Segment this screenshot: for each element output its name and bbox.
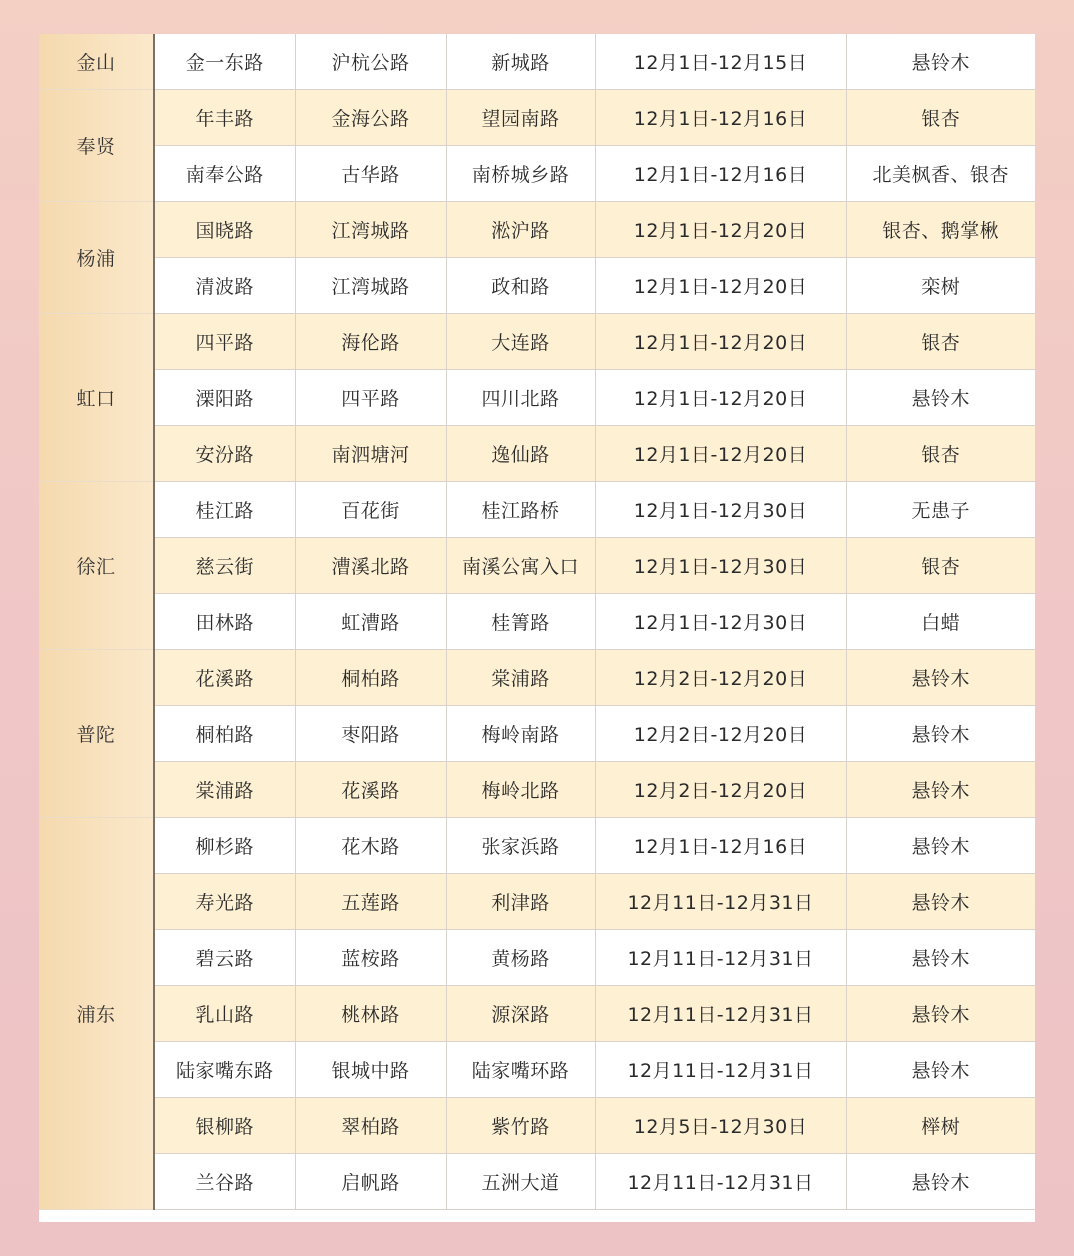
end-point-cell: 淞沪路 xyxy=(446,202,595,258)
start-point-cell: 沪杭公路 xyxy=(295,34,446,90)
end-point-cell: 大连路 xyxy=(446,314,595,370)
tree-species-cell: 悬铃木 xyxy=(846,874,1035,930)
tree-species-cell: 悬铃木 xyxy=(846,370,1035,426)
tree-species-cell: 悬铃木 xyxy=(846,762,1035,818)
table-row xyxy=(39,370,1035,426)
table-row xyxy=(39,986,1035,1042)
tree-species-cell: 银杏 xyxy=(846,314,1035,370)
start-point-cell: 金海公路 xyxy=(295,90,446,146)
date-range-cell: 12月1日-12月30日 xyxy=(595,482,846,538)
end-point-cell: 四川北路 xyxy=(446,370,595,426)
start-point-cell: 江湾城路 xyxy=(295,258,446,314)
district-cell: 虹口 xyxy=(39,314,154,482)
tree-species-cell: 栾树 xyxy=(846,258,1035,314)
end-point-cell: 源深路 xyxy=(446,986,595,1042)
date-range-cell: 12月1日-12月16日 xyxy=(595,146,846,202)
tree-species-cell: 悬铃木 xyxy=(846,986,1035,1042)
road-name-cell: 桐柏路 xyxy=(154,706,295,762)
date-range-cell: 12月1日-12月16日 xyxy=(595,818,846,874)
start-point-cell: 桃林路 xyxy=(295,986,446,1042)
road-name-cell: 慈云街 xyxy=(154,538,295,594)
start-point-cell: 翠柏路 xyxy=(295,1098,446,1154)
start-point-cell: 蓝桉路 xyxy=(295,930,446,986)
road-name-cell: 桂江路 xyxy=(154,482,295,538)
tree-species-cell: 银杏 xyxy=(846,538,1035,594)
district-cell: 杨浦 xyxy=(39,202,154,314)
table-row xyxy=(39,146,1035,202)
date-range-cell: 12月11日-12月31日 xyxy=(595,1154,846,1210)
start-point-cell: 百花街 xyxy=(295,482,446,538)
end-point-cell: 五洲大道 xyxy=(446,1154,595,1210)
end-point-cell: 紫竹路 xyxy=(446,1098,595,1154)
road-name-cell: 田林路 xyxy=(154,594,295,650)
table-row xyxy=(39,650,1035,706)
table-row xyxy=(39,90,1035,146)
start-point-cell: 银城中路 xyxy=(295,1042,446,1098)
date-range-cell: 12月2日-12月20日 xyxy=(595,706,846,762)
district-cell: 徐汇 xyxy=(39,482,154,650)
table-row xyxy=(39,314,1035,370)
district-cell: 奉贤 xyxy=(39,90,154,202)
tree-species-cell: 悬铃木 xyxy=(846,930,1035,986)
end-point-cell: 新城路 xyxy=(446,34,595,90)
table-row xyxy=(39,762,1035,818)
table-row xyxy=(39,426,1035,482)
start-point-cell: 南泗塘河 xyxy=(295,426,446,482)
date-range-cell: 12月11日-12月31日 xyxy=(595,986,846,1042)
date-range-cell: 12月1日-12月16日 xyxy=(595,90,846,146)
road-name-cell: 年丰路 xyxy=(154,90,295,146)
road-name-cell: 银柳路 xyxy=(154,1098,295,1154)
date-range-cell: 12月1日-12月20日 xyxy=(595,314,846,370)
end-point-cell: 南桥城乡路 xyxy=(446,146,595,202)
start-point-cell: 五莲路 xyxy=(295,874,446,930)
road-name-cell: 溧阳路 xyxy=(154,370,295,426)
table-row xyxy=(39,594,1035,650)
date-range-cell: 12月2日-12月20日 xyxy=(595,762,846,818)
end-point-cell: 桂箐路 xyxy=(446,594,595,650)
start-point-cell: 花木路 xyxy=(295,818,446,874)
tree-species-cell: 白蜡 xyxy=(846,594,1035,650)
start-point-cell: 枣阳路 xyxy=(295,706,446,762)
start-point-cell: 海伦路 xyxy=(295,314,446,370)
table-row xyxy=(39,34,1035,90)
end-point-cell: 利津路 xyxy=(446,874,595,930)
table-row xyxy=(39,258,1035,314)
road-name-cell: 柳杉路 xyxy=(154,818,295,874)
table-row xyxy=(39,1098,1035,1154)
start-point-cell: 古华路 xyxy=(295,146,446,202)
end-point-cell: 望园南路 xyxy=(446,90,595,146)
date-range-cell: 12月11日-12月31日 xyxy=(595,874,846,930)
road-name-cell: 南奉公路 xyxy=(154,146,295,202)
start-point-cell: 四平路 xyxy=(295,370,446,426)
start-point-cell: 启帆路 xyxy=(295,1154,446,1210)
road-name-cell: 寿光路 xyxy=(154,874,295,930)
route-table-body xyxy=(39,34,1035,1210)
table-row xyxy=(39,706,1035,762)
tree-species-cell: 银杏 xyxy=(846,90,1035,146)
tree-species-cell: 银杏 xyxy=(846,426,1035,482)
end-point-cell: 张家浜路 xyxy=(446,818,595,874)
date-range-cell: 12月5日-12月30日 xyxy=(595,1098,846,1154)
district-cell: 金山 xyxy=(39,34,154,90)
tree-species-cell: 悬铃木 xyxy=(846,1154,1035,1210)
district-cell: 浦东 xyxy=(39,818,154,1210)
end-point-cell: 黄杨路 xyxy=(446,930,595,986)
date-range-cell: 12月1日-12月20日 xyxy=(595,202,846,258)
road-name-cell: 棠浦路 xyxy=(154,762,295,818)
table-row xyxy=(39,874,1035,930)
table-row xyxy=(39,1154,1035,1210)
start-point-cell: 花溪路 xyxy=(295,762,446,818)
date-range-cell: 12月1日-12月20日 xyxy=(595,370,846,426)
date-range-cell: 12月11日-12月31日 xyxy=(595,1042,846,1098)
tree-species-cell: 悬铃木 xyxy=(846,818,1035,874)
start-point-cell: 江湾城路 xyxy=(295,202,446,258)
table-row xyxy=(39,818,1035,874)
road-name-cell: 四平路 xyxy=(154,314,295,370)
date-range-cell: 12月1日-12月30日 xyxy=(595,538,846,594)
tree-species-cell: 悬铃木 xyxy=(846,1042,1035,1098)
road-name-cell: 花溪路 xyxy=(154,650,295,706)
road-name-cell: 乳山路 xyxy=(154,986,295,1042)
route-table xyxy=(39,34,1035,1210)
date-range-cell: 12月1日-12月20日 xyxy=(595,258,846,314)
district-cell: 普陀 xyxy=(39,650,154,818)
road-name-cell: 碧云路 xyxy=(154,930,295,986)
road-name-cell: 国晓路 xyxy=(154,202,295,258)
end-point-cell: 逸仙路 xyxy=(446,426,595,482)
start-point-cell: 虹漕路 xyxy=(295,594,446,650)
date-range-cell: 12月1日-12月30日 xyxy=(595,594,846,650)
table-row xyxy=(39,482,1035,538)
table-row xyxy=(39,538,1035,594)
end-point-cell: 桂江路桥 xyxy=(446,482,595,538)
road-name-cell: 金一东路 xyxy=(154,34,295,90)
tree-species-cell: 无患子 xyxy=(846,482,1035,538)
date-range-cell: 12月1日-12月20日 xyxy=(595,426,846,482)
end-point-cell: 陆家嘴环路 xyxy=(446,1042,595,1098)
end-point-cell: 棠浦路 xyxy=(446,650,595,706)
start-point-cell: 漕溪北路 xyxy=(295,538,446,594)
end-point-cell: 政和路 xyxy=(446,258,595,314)
tree-species-cell: 榉树 xyxy=(846,1098,1035,1154)
table-row xyxy=(39,1042,1035,1098)
tree-species-cell: 银杏、鹅掌楸 xyxy=(846,202,1035,258)
date-range-cell: 12月2日-12月20日 xyxy=(595,650,846,706)
road-name-cell: 兰谷路 xyxy=(154,1154,295,1210)
end-point-cell: 梅岭北路 xyxy=(446,762,595,818)
road-name-cell: 清波路 xyxy=(154,258,295,314)
date-range-cell: 12月1日-12月15日 xyxy=(595,34,846,90)
table-row xyxy=(39,930,1035,986)
start-point-cell: 桐柏路 xyxy=(295,650,446,706)
tree-species-cell: 悬铃木 xyxy=(846,34,1035,90)
road-name-cell: 陆家嘴东路 xyxy=(154,1042,295,1098)
table-row xyxy=(39,202,1035,258)
tree-species-cell: 悬铃木 xyxy=(846,650,1035,706)
end-point-cell: 梅岭南路 xyxy=(446,706,595,762)
tree-species-cell: 北美枫香、银杏 xyxy=(846,146,1035,202)
end-point-cell: 南溪公寓入口 xyxy=(446,538,595,594)
road-name-cell: 安汾路 xyxy=(154,426,295,482)
tree-species-cell: 悬铃木 xyxy=(846,706,1035,762)
date-range-cell: 12月11日-12月31日 xyxy=(595,930,846,986)
